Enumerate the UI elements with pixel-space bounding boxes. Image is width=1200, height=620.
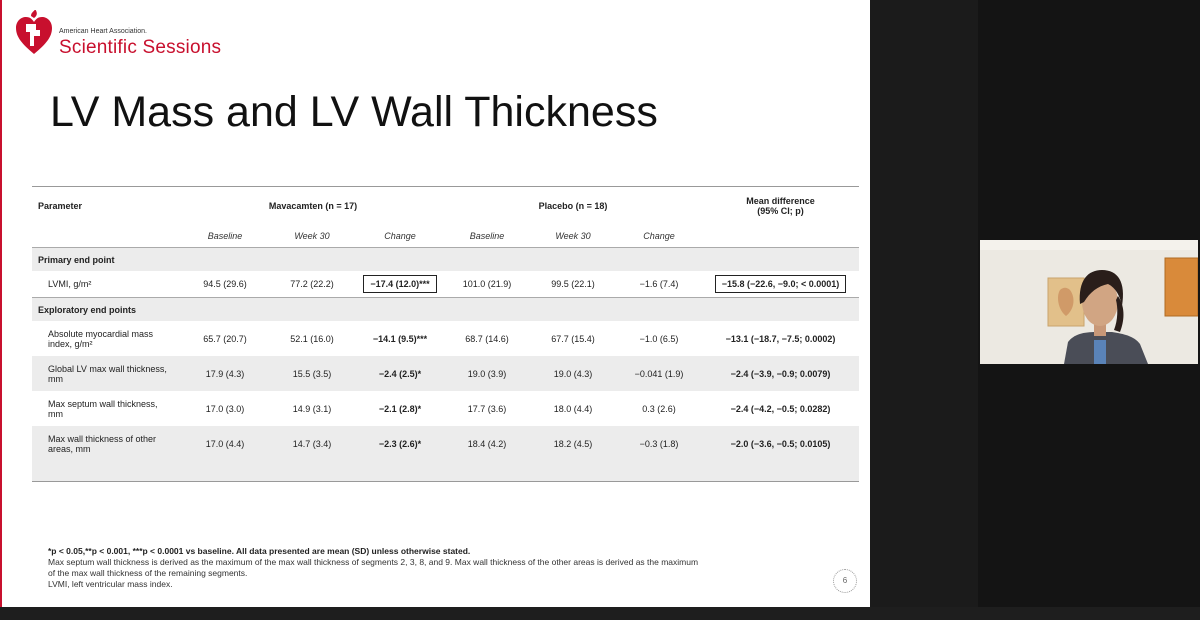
mean-difference-header: Mean difference (95% CI; p)	[702, 187, 859, 226]
table-cell: 94.5 (29.6)	[203, 279, 247, 289]
row-parameter: LVMI, g/m²	[48, 279, 92, 289]
table-cell: 101.0 (21.9)	[462, 279, 512, 289]
table-cell: −13.1 (−18.7, −7.5; 0.0002)	[725, 333, 836, 344]
slide-title: LV Mass and LV Wall Thickness	[50, 88, 658, 136]
presenter-video-image	[980, 240, 1198, 364]
table-cell: 14.9 (3.1)	[292, 403, 332, 414]
exploratory-endpoints-label: Exploratory end points	[32, 298, 859, 322]
presenter-video-feed[interactable]	[980, 240, 1198, 364]
table-cell: 14.7 (3.4)	[268, 426, 356, 461]
row-parameter: Absolute myocardial mass index, g/m²	[48, 328, 154, 349]
table-cell: 77.2 (22.2)	[290, 279, 334, 289]
subheader-week30: Week 30	[294, 231, 330, 241]
footnotes	[48, 546, 838, 590]
table-cell: −2.4 (2.5)*	[356, 356, 444, 391]
footnote-line: of the max wall thickness of the remaining segments.	[48, 568, 248, 578]
table-cell: 18.4 (4.2)	[444, 426, 530, 461]
table-cell: −1.6 (7.4)	[639, 279, 679, 289]
parameter-header: Parameter	[32, 187, 182, 226]
footnote-line: LVMI, left ventricular mass index.	[48, 579, 173, 589]
subheader-change: Change	[384, 231, 416, 241]
subheader-baseline: Baseline	[469, 231, 505, 241]
table-cell: 19.0 (4.3)	[530, 356, 616, 391]
org-name: American Heart Association.	[59, 28, 147, 35]
table-cell: 68.7 (14.6)	[465, 333, 509, 344]
table-cell: −14.1 (9.5)***	[372, 333, 428, 344]
significance-footnote: *p < 0.05,**p < 0.001, ***p < 0.0001 vs baseline. All data presented are mean (SD) unless otherwise stated.	[48, 546, 471, 556]
bottom-bar	[0, 607, 1200, 620]
table-cell: 19.0 (3.9)	[444, 356, 530, 391]
table-cell: −2.1 (2.8)*	[378, 403, 422, 414]
table-cell: 52.1 (16.0)	[290, 333, 334, 344]
row-parameter: Global LV max wall thickness, mm	[32, 356, 182, 391]
table-cell: 18.2 (4.5)	[530, 426, 616, 461]
footnote-line: Max septum wall thickness is derived as the maximum of the max wall thickness of segments 2, 3, 8, and 9. Max wall thickness of the other areas is derived as the maximum	[48, 557, 699, 567]
table-cell: 17.7 (3.6)	[467, 403, 507, 414]
table-cell: 18.0 (4.4)	[553, 403, 593, 414]
table-cell: −0.3 (1.8)	[616, 426, 702, 461]
subheader-change: Change	[643, 231, 675, 241]
table-row	[32, 391, 859, 426]
highlighted-cell: −15.8 (−22.6, −9.0; < 0.0001)	[715, 275, 847, 293]
table-cell: 17.0 (4.4)	[182, 426, 268, 461]
placebo-header: Placebo (n = 18)	[444, 187, 702, 226]
table-cell: −2.0 (−3.6, −0.5; 0.0105)	[702, 426, 859, 461]
table-cell: 67.7 (15.4)	[551, 333, 595, 344]
table-cell: −2.3 (2.6)*	[356, 426, 444, 461]
row-parameter: Max septum wall thickness, mm	[48, 398, 158, 419]
subheader-baseline: Baseline	[207, 231, 243, 241]
table-cell: 17.0 (3.0)	[205, 403, 245, 414]
mavacamten-header: Mavacamten (n = 17)	[182, 187, 444, 226]
table-cell: 65.7 (20.7)	[203, 333, 247, 344]
aha-heart-torch-logo-icon	[14, 10, 54, 58]
event-name: Scientific Sessions	[59, 37, 222, 58]
table-cell: 99.5 (22.1)	[551, 279, 595, 289]
table-row	[32, 426, 859, 461]
table-row	[32, 356, 859, 391]
table-row	[32, 321, 859, 356]
table-cell: 0.3 (2.6)	[642, 403, 676, 414]
subheader-week30: Week 30	[555, 231, 591, 241]
table-cell: 17.9 (4.3)	[182, 356, 268, 391]
results-table	[32, 186, 859, 482]
slide-page-number: 6	[833, 569, 857, 593]
table-cell: −0.041 (1.9)	[616, 356, 702, 391]
table-cell: −2.4 (−3.9, −0.9; 0.0079)	[702, 356, 859, 391]
table-cell: 15.5 (3.5)	[268, 356, 356, 391]
highlighted-cell: −17.4 (12.0)***	[363, 275, 436, 293]
primary-endpoint-label: Primary end point	[32, 248, 859, 272]
row-parameter: Max wall thickness of other areas, mm	[32, 426, 182, 461]
table-cell: −2.4 (−4.2, −0.5; 0.0282)	[730, 403, 831, 414]
table-row	[32, 271, 859, 298]
table-cell: −1.0 (6.5)	[639, 333, 679, 344]
